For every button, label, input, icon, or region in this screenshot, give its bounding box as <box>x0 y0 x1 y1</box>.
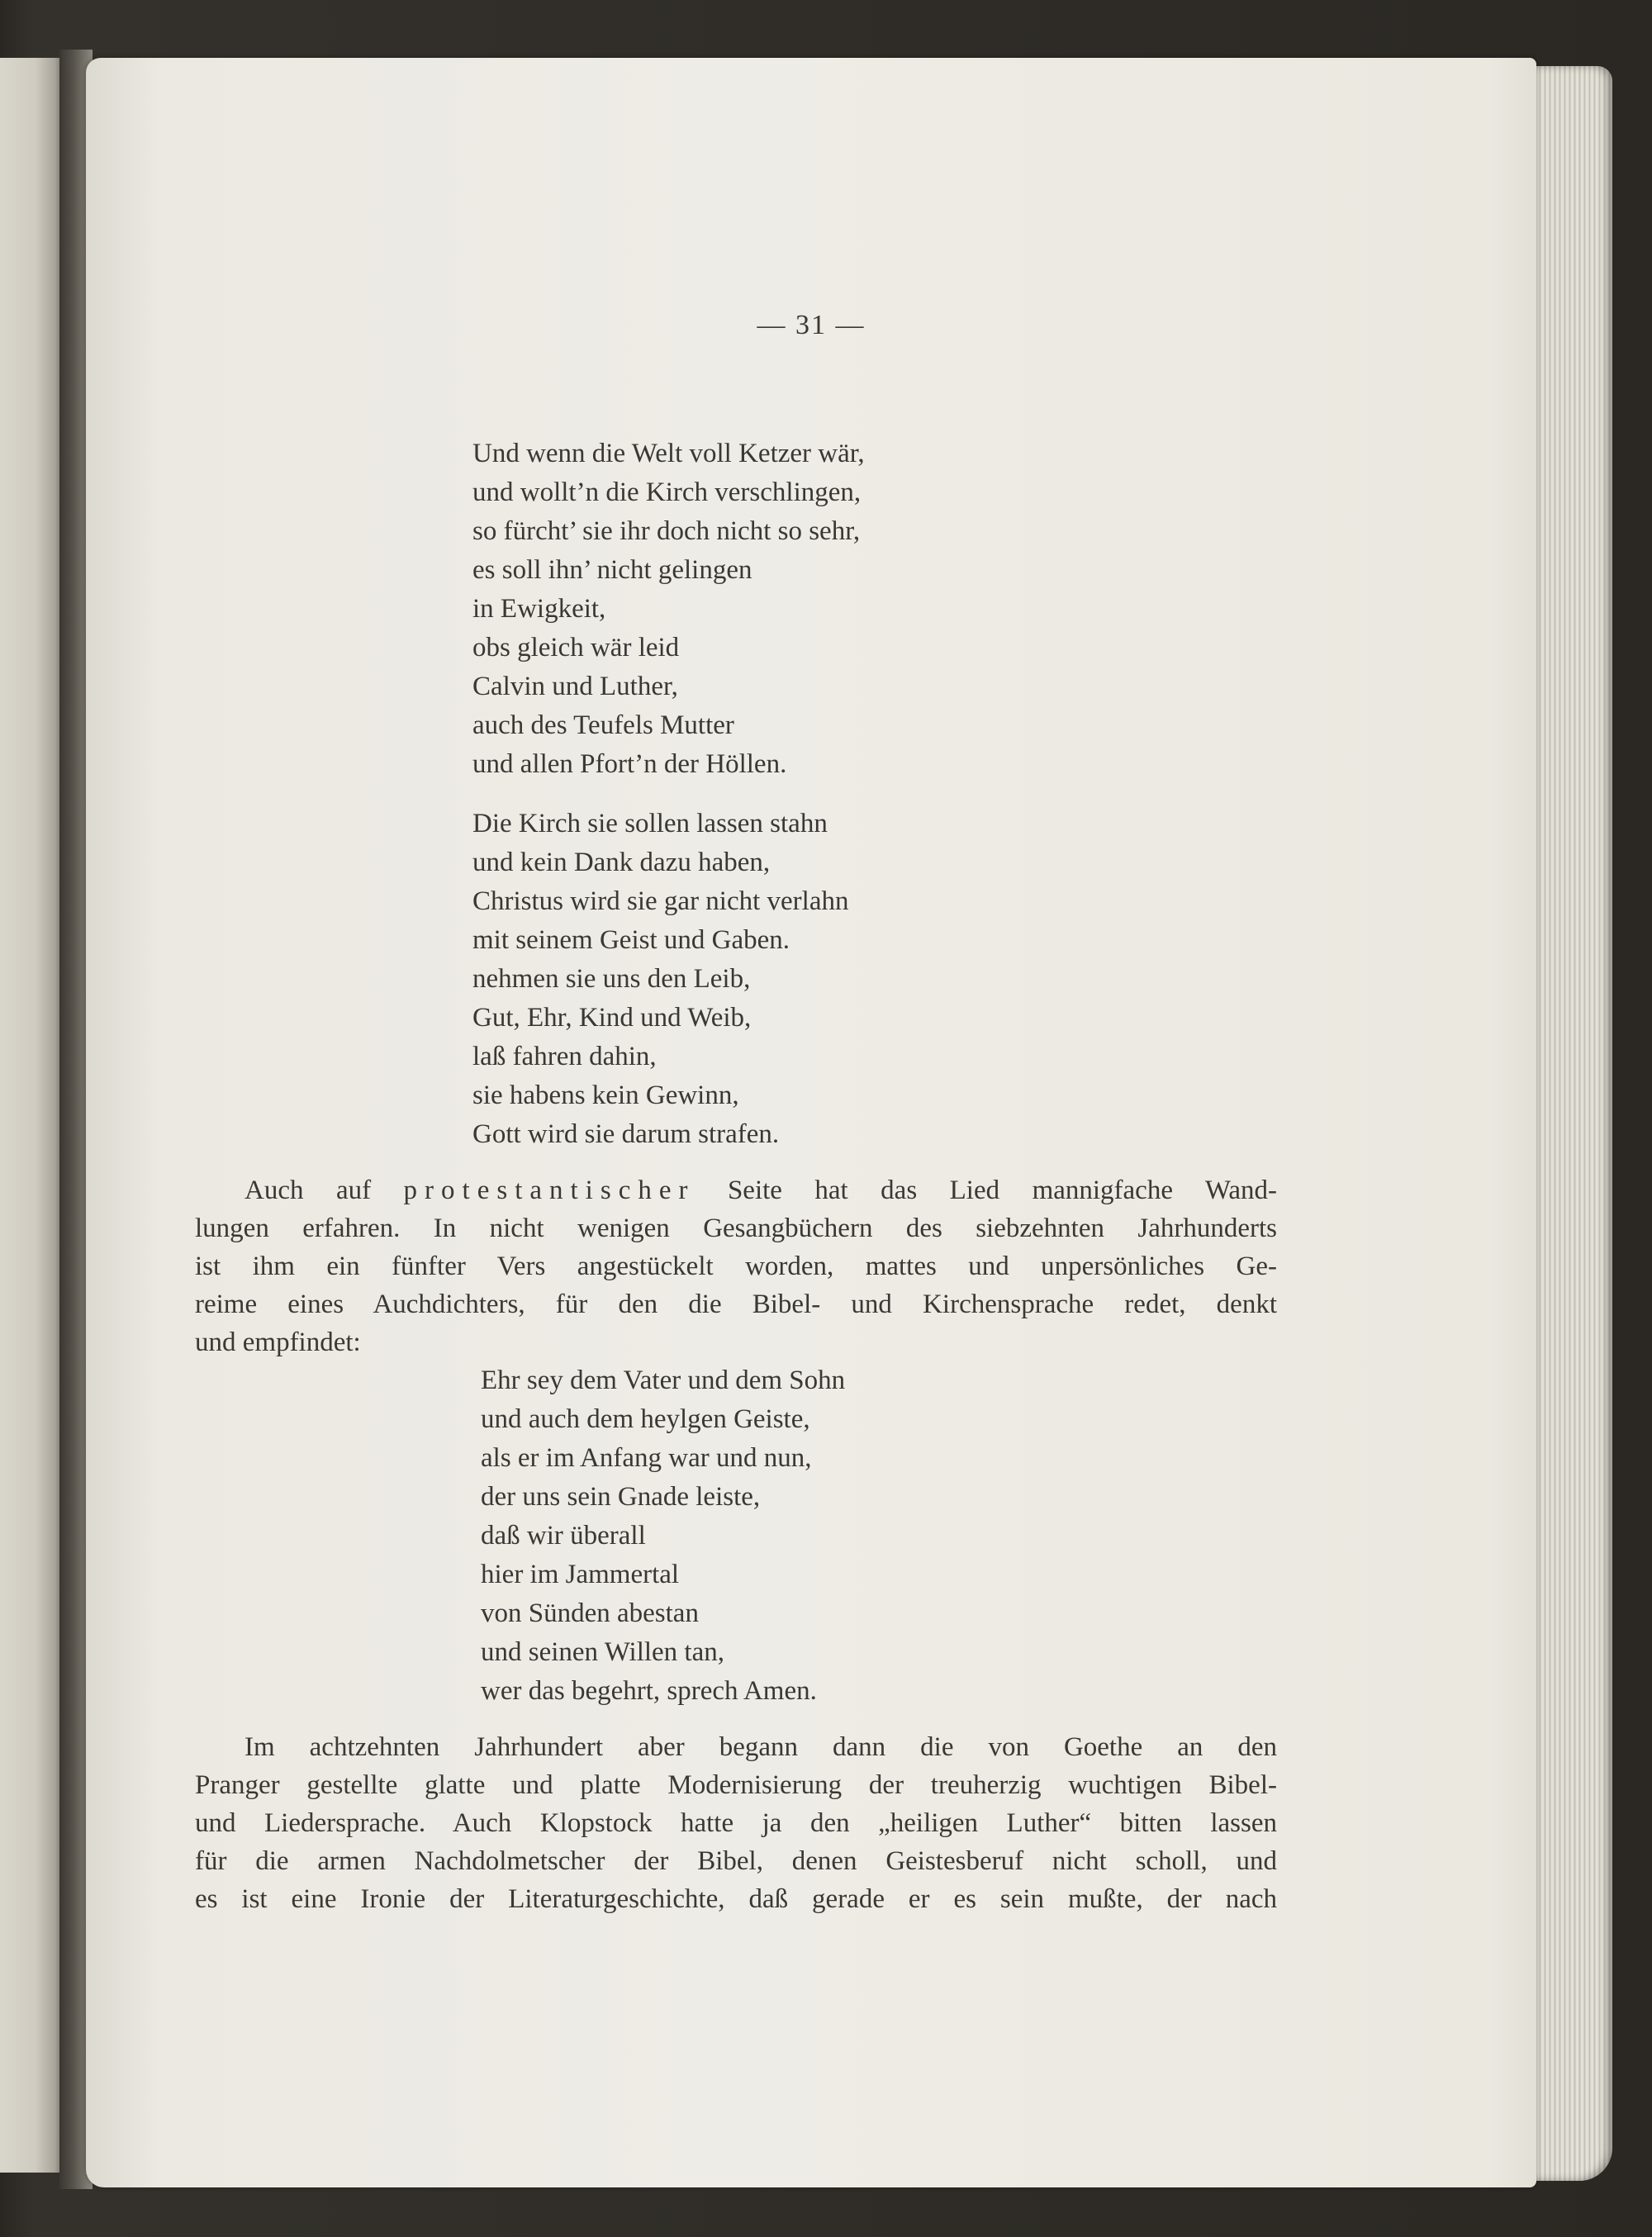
paragraph-line: und empfindet: <box>195 1327 361 1357</box>
verse-line: obs gleich wär leid <box>472 633 680 663</box>
verse-line: daß wir überall <box>481 1521 646 1551</box>
paragraph-1 <box>195 1171 1277 1361</box>
verse-line: sie habens kein Gewinn, <box>472 1081 739 1110</box>
verse-line: hier im Jammertal <box>481 1560 680 1589</box>
verse-line: und wollt’n die Kirch verschlingen, <box>472 477 862 507</box>
paragraph-line: Im achtzehnten Jahrhundert aber begann dann die von Goethe an den <box>244 1732 1277 1762</box>
paragraph-line: und Liedersprache. Auch Klopstock hatte ja den „heiligen Luther“ bitten lassen <box>195 1808 1277 1838</box>
page-number: — 31 — <box>757 310 866 340</box>
verse-stanza-1 <box>472 435 865 784</box>
verse-line: als er im Anfang war und nun, <box>481 1443 812 1473</box>
verse-line: Gott wird sie darum strafen. <box>472 1119 780 1149</box>
paragraph-line: reime eines Auchdichters, für den die Bibel- und Kirchensprache redet, denkt <box>195 1289 1277 1319</box>
verse-line: auch des Teufels Mutter <box>472 710 734 740</box>
verse-line: Christus wird sie gar nicht verlahn <box>472 886 849 916</box>
paragraph-line: ist ihm ein fünfter Vers angestückelt worden, mattes und unpersönliches Ge- <box>195 1251 1277 1281</box>
book-page <box>86 58 1536 2187</box>
verse-stanza-2 <box>472 805 849 1154</box>
verse-line: und allen Pfort’n der Höllen. <box>472 749 787 779</box>
verse-line: und auch dem heylgen Geiste, <box>481 1404 810 1434</box>
verse-line: Calvin und Luther, <box>472 672 678 701</box>
paragraph-2 <box>195 1728 1277 1918</box>
emphasized-word: protestantischer <box>403 1175 695 1205</box>
verse-line: wer das begehrt, sprech Amen. <box>481 1676 817 1706</box>
verse-line: Gut, Ehr, Kind und Weib, <box>472 1003 752 1033</box>
verse-stanza-3 <box>481 1361 845 1711</box>
verse-line: laß fahren dahin, <box>472 1042 657 1071</box>
verse-line: in Ewigkeit, <box>472 594 606 624</box>
paragraph-text: Seite hat das Lied mannigfache Wand- <box>727 1175 1277 1205</box>
verse-line: und kein Dank dazu haben, <box>472 848 771 877</box>
left-page-edge <box>0 58 64 2173</box>
paragraph-line: lungen erfahren. In nicht wenigen Gesangbüchern des siebzehnten Jahrhunderts <box>195 1213 1277 1243</box>
verse-line: der uns sein Gnade leiste, <box>481 1482 761 1512</box>
verse-line: nehmen sie uns den Leib, <box>472 964 751 994</box>
verse-line: Und wenn die Welt voll Ketzer wär, <box>472 439 865 468</box>
verse-line: von Sünden abestan <box>481 1598 699 1628</box>
paragraph-line <box>195 1171 1277 1209</box>
verse-line: es soll ihn’ nicht gelingen <box>472 555 752 585</box>
paragraph-text: Auch auf <box>244 1175 372 1205</box>
paragraph-line: für die armen Nachdolmetscher der Bibel, denen Geistesberuf nicht scholl, und <box>195 1846 1277 1876</box>
verse-line: Die Kirch sie sollen lassen stahn <box>472 809 828 838</box>
verse-line: mit seinem Geist und Gaben. <box>472 925 790 955</box>
verse-line: und seinen Willen tan, <box>481 1637 725 1667</box>
verse-line: so fürcht’ sie ihr doch nicht so sehr, <box>472 516 861 546</box>
paragraph-line: es ist eine Ironie der Literaturgeschichte, daß gerade er es sein mußte, der nach <box>195 1884 1277 1914</box>
verse-line: Ehr sey dem Vater und dem Sohn <box>481 1365 846 1395</box>
paragraph-line: Pranger gestellte glatte und platte Modernisierung der treuherzig wuchtigen Bibel- <box>195 1770 1277 1800</box>
